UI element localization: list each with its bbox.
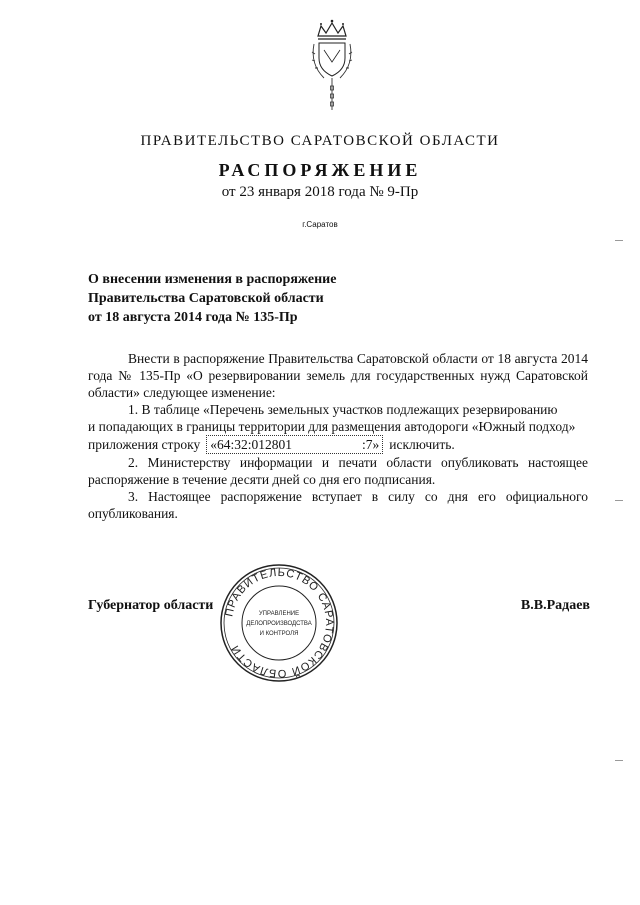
signer-name: В.В.Радаев bbox=[520, 598, 590, 613]
line-prefix: приложения строку bbox=[88, 437, 201, 452]
paragraph-intro: Внести в распоряжение Правительства Саратовской области от 18 августа 2014 года № 135-Пр «О резервировании земель для государственных нужд Саратовской области» следующее изменение: bbox=[88, 351, 588, 400]
paragraph-item-1-line bbox=[88, 435, 588, 454]
line-suffix: исключить. bbox=[389, 437, 455, 452]
paragraph-item-3: 3. Настоящее распоряжение вступает в силу со дня его официального опубликования. bbox=[88, 489, 588, 521]
subject-line: Правительства Саратовской области bbox=[88, 291, 324, 306]
organization-name: ПРАВИТЕЛЬСТВО САРАТОВСКОЙ ОБЛАСТИ bbox=[140, 133, 500, 149]
cadastral-number-box bbox=[206, 435, 383, 454]
document-type: РАСПОРЯЖЕНИЕ bbox=[218, 160, 422, 180]
seal-ring-text: ПРАВИТЕЛЬСТВО САРАТОВСКОЙ ОБЛАСТИ bbox=[223, 566, 336, 680]
signer-title: Губернатор области bbox=[88, 598, 214, 613]
scan-mark bbox=[615, 500, 623, 501]
document-subject bbox=[88, 270, 336, 327]
seal-center-line: ДЕЛОПРОИЗВОДСТВА bbox=[246, 621, 312, 627]
coat-of-arms-icon bbox=[302, 14, 362, 114]
paragraph-item-1-line: и попадающих в границы территории для размещения автодороги «Южный подход» bbox=[88, 419, 576, 434]
scan-mark bbox=[615, 240, 623, 241]
seal-center-line: УПРАВЛЕНИЕ bbox=[258, 611, 300, 617]
paragraph-item-2: 2. Министерству информации и печати области опубликовать настоящее распоряжение в течение десяти дней со дня его подписания. bbox=[88, 455, 588, 487]
cadastral-number-start: «64:32:012801 bbox=[210, 437, 292, 452]
cadastral-number-end: :7» bbox=[361, 437, 380, 452]
scan-mark bbox=[615, 760, 623, 761]
official-seal bbox=[218, 562, 340, 684]
subject-line: О внесении изменения в распоряжение bbox=[88, 272, 337, 287]
seal-center-line: И КОНТРОЛЯ bbox=[259, 631, 299, 637]
document-city: г.Саратов bbox=[302, 220, 338, 229]
subject-line: от 18 августа 2014 года № 135-Пр bbox=[88, 310, 298, 325]
document-date: от 23 января 2018 года № 9-Пр bbox=[221, 184, 419, 200]
document-body bbox=[88, 350, 588, 522]
paragraph-item-1-line: 1. В таблице «Перечень земельных участков подлежащих резервированию bbox=[128, 402, 558, 417]
